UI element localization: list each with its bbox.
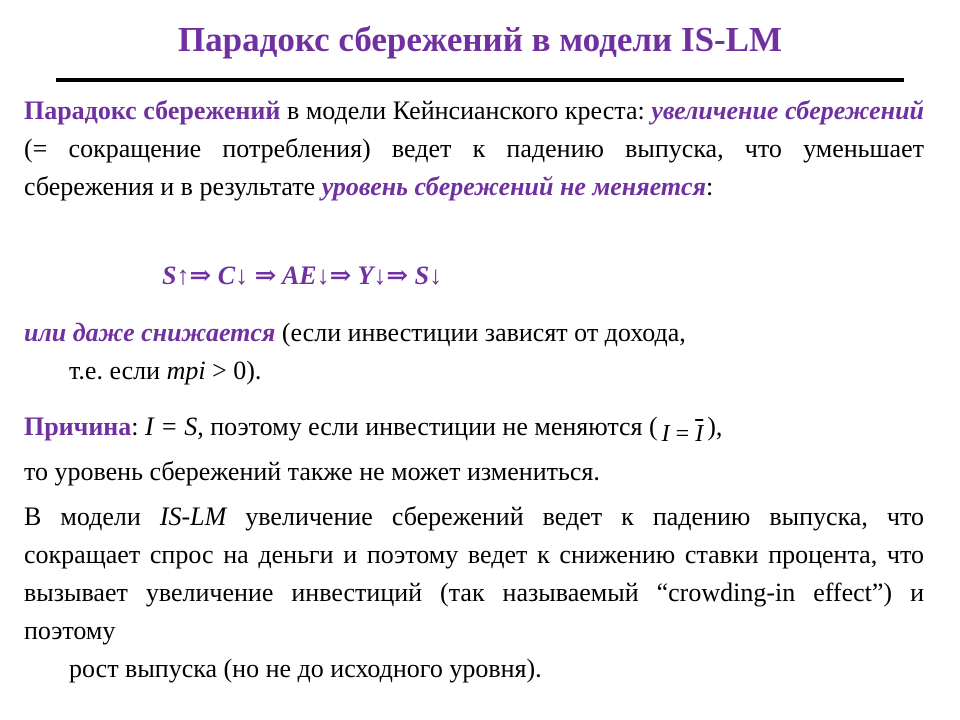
text-segment: > 0).	[205, 356, 262, 385]
down-arrow-icon: ↓	[316, 261, 330, 290]
text-segment: ),	[707, 412, 723, 441]
chain-s: S	[162, 261, 177, 290]
text-segment: рост выпуска (но не до исходного уровня).	[69, 654, 542, 683]
term-saving-increase: увеличение сбережений	[651, 96, 924, 125]
equation-i-equals-i-bar	[658, 415, 708, 453]
text-segment: , поэтому если инвестиции не меняются (	[197, 412, 658, 441]
mpi-symbol: mpi	[166, 356, 206, 385]
paragraph-keynesian-cross	[24, 92, 924, 206]
text-segment: в модели Кейнсианского креста:	[280, 96, 652, 125]
title-divider	[56, 78, 904, 82]
term-decreases: или даже снижается	[24, 318, 276, 347]
eq-sign: =	[675, 421, 690, 447]
text-segment: :	[131, 412, 146, 441]
condition-line	[24, 352, 261, 390]
islm-term: IS-LM	[159, 502, 227, 531]
text-segment: (если инвестиции зависят от дохода,	[275, 318, 686, 347]
paragraph-or-even-decreases	[24, 314, 924, 390]
title-text: Парадокс сбережений в модели IS-LM	[177, 20, 783, 59]
chain-s2: S	[414, 261, 430, 290]
text-segment: т.е. если	[69, 356, 167, 385]
down-arrow-icon: ↓	[373, 261, 387, 290]
implies-icon: ⇒	[386, 261, 409, 290]
down-arrow-icon: ↓	[429, 261, 443, 290]
text-segment: :	[705, 172, 714, 201]
equation-i-equals-s: I = S	[145, 412, 198, 441]
page-title	[0, 20, 960, 60]
down-arrow-icon: ↓	[235, 261, 249, 290]
term-saving-unchanged: уровень сбережений не меняется	[321, 172, 706, 201]
implies-icon: ⇒	[189, 261, 212, 290]
up-arrow-icon: ↑	[176, 261, 190, 290]
text-segment: увеличение сбережений ведет к падению выпуска, что сокращает спрос на деньги и поэтому ведет к снижению ставки процента, что вызывает увеличение инвестиций (так называемый “crowding-in effect”) и поэтому	[24, 502, 924, 645]
term-paradox: Парадокс сбережений	[24, 96, 281, 125]
eq-left: I	[661, 421, 670, 447]
chain-y: Y	[357, 261, 374, 290]
text-segment: В модели	[24, 502, 160, 531]
implies-icon: ⇒	[254, 261, 277, 290]
eq-right: $\overline{I}$	[695, 421, 704, 447]
text-segment: (= сокращение потребления) ведет к падению выпуска, что уменьшает сбережения и в результате	[24, 134, 924, 201]
paragraph-islm	[24, 498, 924, 688]
implies-icon: ⇒	[329, 261, 352, 290]
causal-chain	[162, 261, 442, 291]
paragraph-reason	[24, 408, 924, 491]
chain-ae: AE	[281, 261, 317, 290]
text-segment: то уровень сбережений также не может измениться.	[24, 457, 600, 486]
chain-c: C	[217, 261, 236, 290]
term-reason: Причина	[24, 412, 132, 441]
